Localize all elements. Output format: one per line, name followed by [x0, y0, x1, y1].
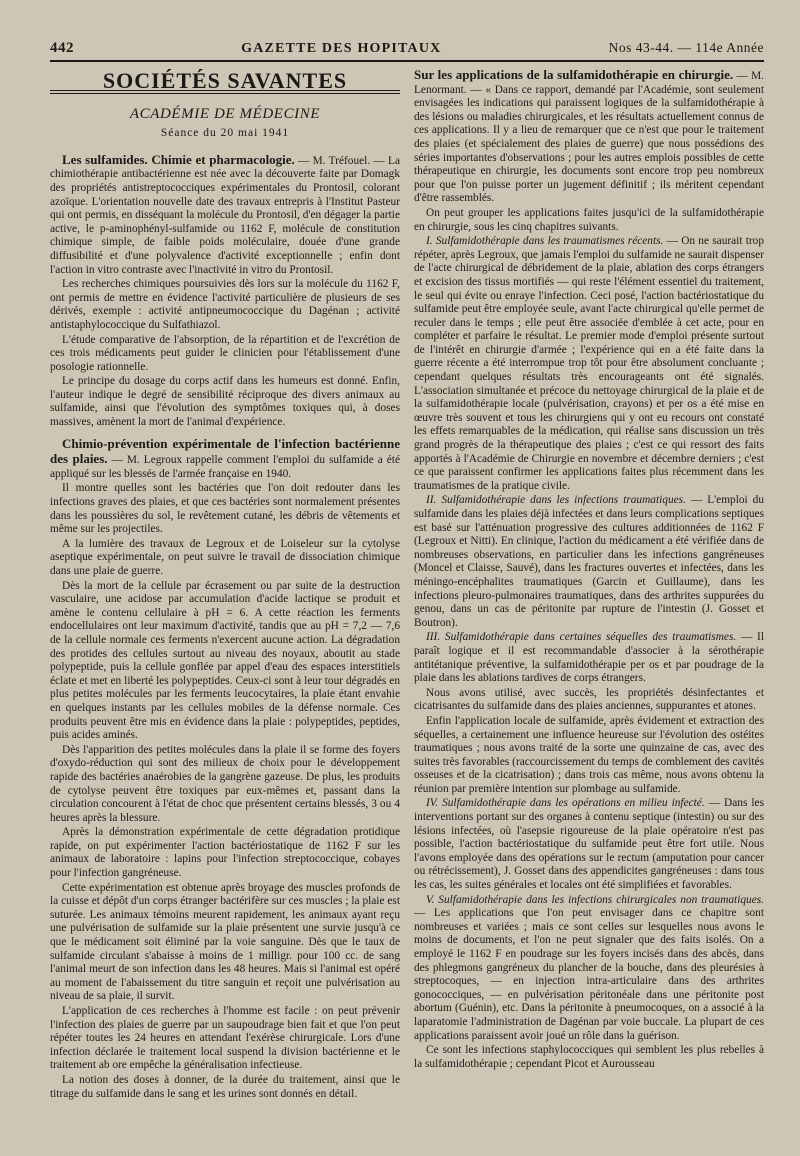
- chapter-3-heading: III. Sulfamidothérapie dans certaines séquelles des traumatismes.: [426, 631, 737, 644]
- columns: [50, 68, 764, 1102]
- chapter-4-heading: IV. Sulfamidothérapie dans les opérations en milieu infecté.: [426, 797, 705, 810]
- chapter-3: [414, 631, 764, 685]
- running-header: [50, 40, 764, 57]
- article-3-title: Sur les applications de la sulfamidothérapie en chirurgie.: [414, 67, 734, 82]
- article-1-lead: [50, 153, 400, 277]
- article-2-title: Chimio-prévention expérimentale de l'infection bactérienne des plaies.: [50, 435, 400, 467]
- article-1-para: Le principe du dosage du corps actif dans les humeurs est donné. Enfin, l'auteur indique le degré de sensibilité réciproque des divers animaux au sulfamide, ainsi que l'évolution des symptômes toxiques qui, à doses massives, amènent la mort de l'animal d'expérience.: [50, 375, 400, 429]
- issue-info: Nos 43-44. — 114e Année: [608, 40, 764, 55]
- right-column: [414, 68, 764, 1102]
- chapter-5-heading: V. Sulfamidothérapie dans les infections chirurgicales non traumatiques.: [426, 893, 764, 906]
- article-3-body: — M. Lenormant. — « Dans ce rapport, demandé par l'Académie, sont seulement envisagées les indications qui paraissent logiques de la sulfamidothérapie à des lésions ou maladies chirurgicales, et les résultats actuellement connus de ces applications. Il y a lieu de remarquer que ce n'est que pour le traitement des plaies (et spécialement des plaies de guerre) que nous possédions des séries importantes d'observations ; pour les autres emplois possibles de cette thérapeutique en chirurgie, les documents sont encore trop peu nombreux pour que l'on puisse porter un jugement définitif ; ils méritent cependant d'être rassemblés.: [414, 70, 764, 205]
- closing-para: Ce sont les infections staphylococciques qui semblent les plus rebelles à la sulfamidothérapie ; cependant Picot et Aurousseau: [414, 1044, 764, 1070]
- chapter-5-text: — Les applications que l'on peut envisager dans ce chapitre sont nombreuses et variées ; mais ce sont celles sur lesquelles nous avons le moins de documents, et l'on ne peut signaler que des faits isolés. On a employé le 1162 F en poudrage sur les foyers incisés dans des abcès, dans des phlegmons gangréneux du plancher de la bouche, dans des pleurésies à streptocoques, — en injection intra-articulaire dans des arthrites gonococciques, — en pulvérisation péritonéale dans une péritonite post abortum (Guénin), etc. Dans la péritonite à pneumocoques, on a associé à la laparatomie l'administration de Dagénan par voie buccale. La plupart de ces applications paraissent avoir joué un rôle dans la guérison.: [414, 907, 764, 1042]
- article-1-author: — M. Tréfouel.: [294, 154, 371, 167]
- article-1-para: Les recherches chimiques poursuivies dès lors sur la molécule du 1162 F, ont permis de mettre en évidence l'activité particulière de plusieurs de ses dérivés, exemple : activité antipneumococcique du Dagénan ; activité antistaphylococcique du Sulfathiazol.: [50, 278, 400, 331]
- left-column: [50, 68, 400, 1102]
- article-3-para: On peut grouper les applications faites jusqu'ici de la sulfamidothérapie en chirurgie, sous les cinq chapitres suivants.: [414, 206, 764, 233]
- chapter-3-para: Nous avons utilisé, avec succès, les propriétés désinfectantes et cicatrisantes du sulfamide dans des plaies anciennes, suppurantes et atones.: [414, 686, 764, 713]
- chapter-4: [414, 797, 764, 892]
- header-rule: [50, 60, 764, 62]
- journal-title: GAZETTE DES HOPITAUX: [241, 41, 442, 56]
- article-2-para: La notion des doses à donner, de la durée du traitement, ainsi que le titrage du sulfamide dans le sang et les urines sont donnés en détail.: [50, 1073, 400, 1100]
- article-2-para: Dès l'apparition des petites molécules dans la plaie il se forme des foyers d'oxydo-réduction qui sont des milieux de choix pour le développement rapide des bactéries anaérobies de la gangrène gazeuse. De plus, les produits de cytolyse peuvent être toxiques par eux-mêmes et, passant dans la circulation concourent à l'état de choc que présentent certains blessés, 3 ou 4 heures après la blessure.: [50, 743, 400, 824]
- chapter-2: [414, 494, 764, 630]
- chapter-2-text: — L'emploi du sulfamide dans les plaies déjà infectées et dans leurs complications septiques est basé sur l'atténuation progressive des cultures additionnées de 1162 F (Legroux et Nitti). En clinique, l'action du médicament a été vérifiée dans de nombreuses observations, en particulier dans les infections gangréneuses (Moncel et Claisse, Sauvé), dans les fractures ouvertes et infectées, dans les méningo-encéphalites traumatiques (Garcin et Guillaume), dans les infections pleuro-pulmonaires traumatiques, dans des arthrites suppurées du genou, dans un cas de péritonite par rupture de l'intestin (J. Gosset et Boutron).: [414, 494, 764, 629]
- chapter-3-para: Enfin l'application locale de sulfamide, après évidement et extraction des séquelles, a certainement une influence heureuse sur l'évolution des ostéites traumatiques ; nous avons traité de la sorte une quinzaine de cas, avec des suites très favorables (raccourcissement du temps de comblement des cavités osseuses et de la cicatrisation) ; dans trois cas même, nous avons obtenu la réunion par première intention sur plombage au sulfamide.: [414, 714, 764, 795]
- chapter-1: [414, 235, 764, 493]
- chapter-5: [414, 894, 764, 1044]
- article-1-title: Les sulfamides. Chimie et pharmacologie.: [62, 151, 295, 167]
- article-2-para: Cette expérimentation est obtenue après broyage des muscles profonds de la cuisse et dépôt d'un corps étranger bactérifère sur ces muscles ; la plaie est suturée. Les animaux témoins meurent rapidement, les animaux ayant reçu une pulvérisation de sulfamide sur la plaie présentent une survie jusqu'à ce que le médicament soit éliminé par la voie sanguine. Dès que le taux de sulfamide circulant s'abaisse à moins de 1 milligr. pour 100 cc. de sang l'animal meurt de son infection dans les 48 heures. Mais si l'animal est opéré au moment de l'abaissement du titre sanguin et reçoit une pulvérisation au niveau de sa plaie, il survit.: [50, 881, 400, 1003]
- chapter-4-text: — Dans les interventions portant sur des organes à contenu septique (intestin) ou sur des lésions infectées, où l'asepsie rigoureuse de la plaie opératoire n'est pas possible, l'action bactériostatique du sulfamide peut être fort utile. Nous l'avons employée dans des opérations sur le rectum (amputation pour cancer ou rétrécissement), J. Gosset dans des appendicites gangréneuses : dans tous les cas, les suites générales et locales ont été simplifiées et favorables.: [414, 797, 764, 892]
- page-number: 442: [50, 40, 74, 56]
- seance-date: Séance du 20 mai 1941: [160, 127, 290, 140]
- article-2-para: Il montre quelles sont les bactéries que l'on doit redouter dans les infections graves des plaies, et que ces bactéries sont normalement présentes dans les poussières du sol, le revêtement cutané, les débris de vêtements et même sur les projectiles.: [50, 482, 400, 536]
- article-2-para: L'application de ces recherches à l'homme est facile : on peut prévenir l'infection des plaies de guerre par un saupoudrage bien fait et que l'on peut répéter toutes les 24 heures en attendant l'exérèse chirurgicale. Lors d'une infection déclarée le traitement local suspend la division bactérienne et le traitement ab ore empêche la généralisation infectieuse.: [50, 1005, 400, 1072]
- chapter-3-text: — Il paraît logique et il est recommandable d'associer à la sérothérapie antitétanique préventive, la sulfamidothérapie per os et par poudrage de la plaie dans les ablations tardives de corps étrangers.: [414, 631, 764, 685]
- chapter-1-text: — On ne saurait trop répéter, après Legroux, que jamais l'emploi du sulfamide ne saurait dispenser de l'acte chirurgical de débridement de la plaie, ablation des corps étrangers et excision des tissus mortifiés — qui reste l'élément essentiel du traitement, le seul qui évite ou enraye l'infection. Ceci posé, l'action bactériostatique du sulfamide peut être employée seule, avant l'acte chirurgical qu'elle permet de reculer dans le temps ; elle peut être associée d'emblée à cet acte, pour en compléter et parfaire le résultat. Le premier mode d'emploi présente surtout de l'intérêt en chirurgie d'armée ; l'expérience qui en a été faite dans la guerre récente a été interrompue trop tôt pour être absolument concluante ; cependant quelques résultats très encourageants ont été signalés. L'association simultanée et précoce du nettoyage chirurgical de la plaie et de la sulfamidothérapie locale (pulvérisation, crayons) et per os a été mise en œuvre très souvent et tous les chirurgiens qui y ont eu recours ont constaté les effets remarquables de la médication, qui réalise sans discussion un très grand progrès de la thérapeutique des plaies ; c'est ce qui ressort des faits apportés à l'Académie de Chirurgie en novembre et décembre derniers ; c'est ce que paraissent confirmer les applications faites plus récemment dans les traumatismes de la pratique civile.: [414, 235, 764, 492]
- article-2-para: Dès la mort de la cellule par écrasement ou par suite de la destruction vasculaire, une acidose par accumulation d'acide lactique se produit et amène le contenu cellulaire à pH = 6. A cette réaction les ferments endocellulaires ont leur maximum d'activité, tandis que au pH = 7,2 — 7,6 de la cellule normale ces ferments n'exercent aucune action. La dégradation des protides des cellules surtout au niveau des noyaux, aboutit au stade polypeptide, puis la cellule gonflée par appel d'eau des espaces interstitiels éclate et met en liberté les polypeptides. Ceux-ci sont à leur tour dégradés en plus petites molécules par les ferments leucocytaires, la plaie étant envahie en quelques instants par les cellules mobiles de la défense normale. Ces produits peuvent être mis en évidence dans la plaie : polypeptides, peptides, puis acides aminés.: [50, 579, 400, 742]
- chapter-1-heading: I. Sulfamidothérapie dans les traumatismes récents.: [426, 235, 664, 248]
- article-2-author: — M. Legroux rappelle comment l'emploi du sulfamide a été appliqué sur les blessés de l'armée française en 1940.: [50, 454, 400, 480]
- article-2-para: A la lumière des travaux de Legroux et de Loiseleur sur la cytolyse aseptique expérimentale, on peut suivre le travail de dissociation chimique dans une plaie de guerre.: [50, 537, 400, 577]
- article-1-para: L'étude comparative de l'absorption, de la répartition et de l'excrétion de ces trois médicaments peut guider le clinicien pour l'établissement d'une posologie rationnelle.: [50, 333, 400, 373]
- academy-heading: ACADÉMIE DE MÉDECINE: [129, 105, 321, 122]
- chapter-2-heading: II. Sulfamidothérapie dans les infections traumatiques.: [426, 494, 686, 507]
- section-title: SOCIÉTÉS SAVANTES: [102, 68, 348, 93]
- article-2-lead: [50, 437, 400, 482]
- article-3-lead: [414, 68, 764, 206]
- article-2-para: Après la démonstration expérimentale de cette dégradation protidique rapide, on put expérimenter l'action bactériostatique de 1162 F sur les animaux de laboratoire : lapins pour l'infection streptococcique, cobayes pour l'infection gangréneuse.: [50, 826, 400, 880]
- article-1-para: — La chimiothérapie antibactérienne est née avec la découverte faite par Domagk des propriétés antistreptococciques expérimentales du Prontosil, colorant azoïque. L'orientation nouvelle date des travaux entrepris à l'Institut Pasteur qui ont permis, en disséquant la molécule du Prontosil, d'en dégager la partie active, le p-aminophényl-sulfamide ou 1162 F, molécule de constitution chimique simple, de faible poids moléculaire, douée d'une grande diffusibilité et d'une polyvalence d'activité exceptionnelle ; enfin dont l'action in vitro contraste avec l'inactivité in vitro du Prontosil.: [50, 154, 400, 276]
